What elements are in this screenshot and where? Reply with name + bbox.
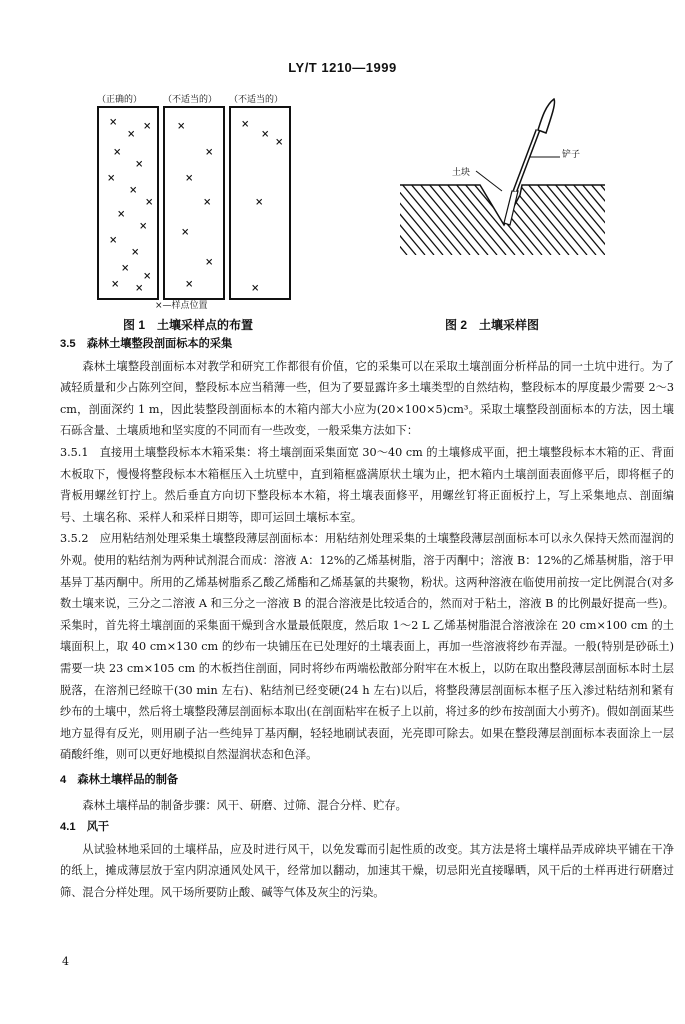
sample-point-marker: × <box>139 221 148 232</box>
sample-point-marker: × <box>181 227 190 238</box>
sample-point-marker: × <box>275 137 284 148</box>
sample-point-marker: × <box>251 283 260 294</box>
sample-point-marker: × <box>143 121 152 132</box>
sample-point-marker: × <box>205 147 214 158</box>
sample-plot-inappropriate-1 <box>163 106 225 300</box>
sample-point-marker: × <box>131 247 140 258</box>
sample-point-marker: × <box>111 279 120 290</box>
sample-point-marker: × <box>145 197 154 208</box>
hatch-line <box>437 183 497 255</box>
sample-point-marker: × <box>241 119 250 130</box>
label-soil-block: 土块 <box>452 168 471 178</box>
page-header: LY/T 1210—1999 <box>288 60 397 75</box>
hatch-line <box>572 183 605 255</box>
heading-4-1: 4.1 风干 <box>60 821 110 834</box>
hatch-line <box>509 183 569 255</box>
sample-point-marker: × <box>121 263 130 274</box>
sample-point-marker: × <box>185 279 194 290</box>
hatch-line <box>401 183 461 255</box>
sample-point-marker: × <box>185 173 194 184</box>
sample-point-marker: × <box>255 197 264 208</box>
sample-point-marker: × <box>261 129 270 140</box>
label-shovel: 铲子 <box>562 150 581 160</box>
page-number: 4 <box>62 955 69 968</box>
sample-plot-correct <box>97 106 159 300</box>
sample-point-marker: × <box>117 209 126 220</box>
sample-point-marker: × <box>127 129 136 140</box>
label-correct: （正确的） <box>97 95 143 105</box>
sample-point-marker: × <box>109 235 118 246</box>
figure-1-legend: ×—样点位置 <box>155 301 208 311</box>
sample-point-marker: × <box>143 271 152 282</box>
sample-point-marker: × <box>177 121 186 132</box>
figure-2-caption: 图 2 土壤采样图 <box>445 318 540 332</box>
sample-plot-inappropriate-2 <box>229 106 291 300</box>
sample-point-marker: × <box>135 283 144 294</box>
hatch-line <box>527 183 587 255</box>
section-3-5 <box>60 334 674 903</box>
hatch-line <box>518 183 578 255</box>
paragraph-3-5-1: 3.5.1 直接用土壤整段标本木箱采集：将土壤剖面采集面宽 30～40 cm 的土壤修成平面，把土壤整段标本木箱的正、背面木板取下，慢慢将整段标本木箱框压入土坑壁中，直到箱框盛满原状土壤为止，把木箱内土壤剖面表面修平后，即将框子的背板用螺丝钉拧上。然后垂直方向切下整段标本木箱，将土壤表面修平，用螺丝钉将正面板拧上，写上采集地点、剖面编号、土壤名称、采样人和采样日期等，即可运回土壤标本室。 <box>60 445 674 524</box>
paragraph-4: 森林土壤样品的制备步骤：风干、研磨、过筛、混合分样、贮存。 <box>82 799 407 813</box>
label-inappropriate-2: （不适当的） <box>229 95 284 105</box>
paragraph-4-1: 从试验林地采回的土壤样品，应及时进行风干，以免发霉而引起性质的改变。其方法是将土壤样品弄成碎块平铺在干净的纸上，摊成薄层放于室内阴凉通风处风干，经常加以翻动，加速其干燥，切忌阳光直接曝晒，风干后的土样再进行研磨过筛、混合分样处理。风干场所要防止酸、碱等气体及灰尘的污染。 <box>60 842 674 899</box>
soil-block <box>504 191 518 225</box>
paragraph-3-5: 森林土壤整段剖面标本对教学和研究工作都很有价值，它的采集可以在采取土壤剖面分析样品的同一土坑中进行。为了减轻质量和少占陈列空间，整段标本应当稍薄一些，但为了要显露许多土壤类型的自然结构，整段标本的厚度最少需要 2～3 cm，剖面深约 1 m，因此装整段剖面标本的木箱内部大小应为(20×100×5)cm³。采取土壤整段剖面标本的方法，因土壤石砾含量、土壤质地和坚实度的不同而有一些改变，一般采集方法如下： <box>60 359 674 438</box>
soil-hatching <box>400 183 605 255</box>
hatch-line <box>410 183 470 255</box>
shovel-icon <box>515 99 555 191</box>
sample-point-marker: × <box>135 159 144 170</box>
sample-point-marker: × <box>109 117 118 128</box>
figure-1-caption: 图 1 土壤采样点的布置 <box>123 318 254 332</box>
label-inappropriate-1: （不适当的） <box>163 95 218 105</box>
hatch-line <box>419 183 479 255</box>
sample-point-marker: × <box>129 185 138 196</box>
hatch-line <box>400 183 434 255</box>
heading-4: 4 森林土壤样品的制备 <box>60 773 179 786</box>
leader-soil <box>476 171 502 191</box>
paragraph-3-5-2: 3.5.2 应用粘结剂处理采集土壤整段薄层剖面标本：用粘结剂处理采集的土壤整段薄层剖面标本可以永久保持天然而湿润的外观。使用的粘结剂为两种试剂混合而成：溶液 A：12%的乙烯基树脂，溶于丙酮中；溶液 B：12%的乙烯基树脂，溶于甲基异丁基丙酮中。所用的乙烯基树脂系乙酸乙烯酯和乙烯基氯的共聚物，粉状。这两种溶液在临使用前按一定比例混合(对多数土壤来说，三分之二溶液 A 和三分之一溶液 B 的混合溶液是比较适合的，然而对于粘土，溶液 B 的比例最好提高一些)。采集时，首先将土壤剖面的采集面干燥到含水量最低限度，然后取 1～2 L 乙烯基树脂混合溶液涂在 20 cm×100 cm 的土壤面积上，取 40 cm×130 cm 的纱布一块铺压在已处理好的土壤表面上，再加一些溶液将纱布弄湿。一般(特别是砂砾土)需要一块 23 cm×105 cm 的木板挡住剖面，同时将纱布两端松散部分附牢在木板上，以防在取出整段薄层剖面标本时土层脱落，在溶剂已经晾干(30 min 左右)、粘结剂已经变硬(24 h 左右)以后，将整段薄层剖面标本框子压入渗过粘结剂和紧有纱布的土壤中，然后将土壤整段薄层剖面标本取出(在剖面粘牢在板子上以前，将过多的纱布按剖面大小剪齐)。假如剖面某些地方显得有反光，则用刷子沾一些纯异丁基丙酮，轻轻地刷试表面，光亮即可除去。如果在整段薄层剖面标本表面涂上一层硝酸纤维，则可以更好地模拟自然湿润状态和色泽。 <box>60 532 674 762</box>
hatch-line <box>446 183 506 255</box>
heading-3-5: 3.5 森林土壤整段剖面标本的采集 <box>60 338 233 350</box>
sample-point-marker: × <box>113 147 122 158</box>
hatch-line <box>428 183 488 255</box>
sample-point-marker: × <box>107 173 116 184</box>
figure-2-diagram <box>400 95 605 275</box>
sample-point-marker: × <box>205 257 214 268</box>
hatch-line <box>536 183 596 255</box>
sample-point-marker: × <box>203 197 212 208</box>
hatch-line <box>473 183 533 255</box>
hatch-line <box>554 183 605 255</box>
hatch-line <box>545 183 605 255</box>
